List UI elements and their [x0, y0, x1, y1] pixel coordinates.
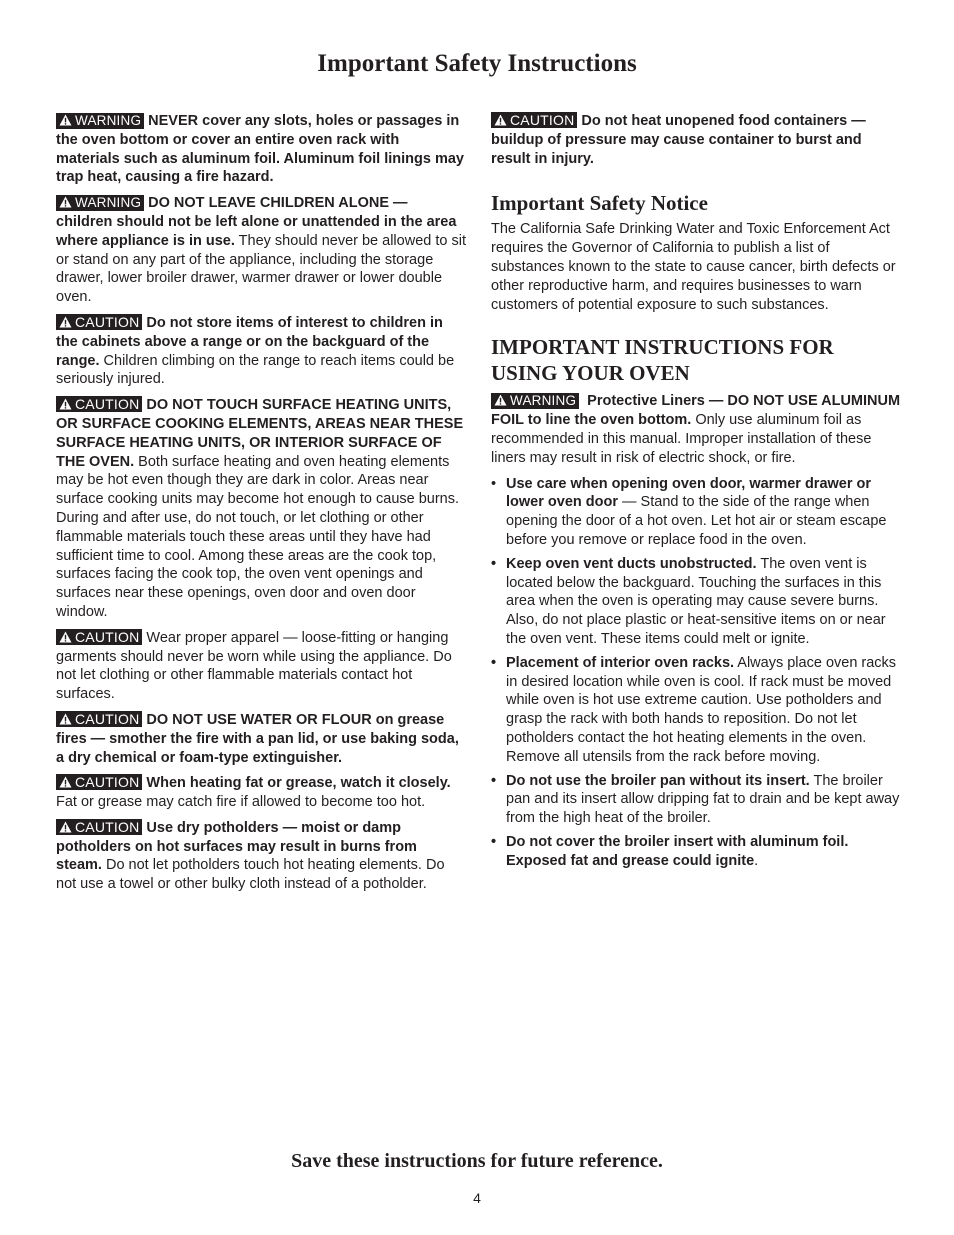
list-item: • Do not use the broiler pan without its insert. The broiler pan and its insert allow dripping fat to drain and be kept away from the high heat of the broiler. — [491, 772, 900, 827]
caution-potholders: CAUTION Use dry potholders — moist or damp potholders on hot surfaces may result in burns from steam. Do not let potholders touch hot heating elements. Do not use a towel or other bulky cloth instead of a potholder. — [56, 818, 445, 893]
notice-title: Important Safety Notice — [491, 191, 708, 216]
warning-triangle-icon — [59, 398, 72, 410]
warning-badge: WARNING — [491, 393, 579, 409]
caution-cabinets: CAUTION Do not store items of interest to children in the cabinets above a range or on the backguard of the range. Children climbing on the range to reach items could be seriously injured. — [56, 313, 455, 388]
warning-triangle-icon — [59, 196, 72, 208]
caution-containers: CAUTION Do not heat unopened food containers — buildup of pressure may cause container to burst and result in injury. — [491, 112, 866, 167]
caution-badge: CAUTION — [56, 396, 142, 412]
bullet-icon: • — [491, 772, 497, 789]
warning-badge: WARNING — [56, 195, 144, 211]
oven-instructions-title: IMPORTANT INSTRUCTIONS FOR USING YOUR OVEN — [491, 335, 834, 386]
caution-badge: CAUTION — [56, 314, 142, 330]
warning-triangle-icon — [494, 394, 507, 406]
warning-badge: WARNING — [56, 113, 144, 129]
caution-grease-fires: CAUTION DO NOT USE WATER OR FLOUR on grease fires — smother the fire with a pan lid, or use baking soda, a dry chemical or foam-type extinguisher. — [56, 710, 459, 766]
warning-triangle-icon — [59, 776, 72, 788]
warning-triangle-icon — [59, 114, 72, 126]
right-column — [491, 112, 901, 876]
warning-triangle-icon — [59, 316, 72, 328]
caution-heating-fat: CAUTION When heating fat or grease, watch it closely. Fat or grease may catch fire if allowed to become too hot. — [56, 774, 451, 811]
left-column — [56, 112, 466, 901]
caution-badge: CAUTION — [56, 711, 142, 727]
list-item: • Do not cover the broiler insert with aluminum foil. Exposed fat and grease could ignite. — [491, 833, 849, 869]
bullet-icon: • — [491, 555, 497, 572]
caution-apparel: CAUTION Wear proper apparel — loose-fitting or hanging garments should never be worn while using the appliance. Do not let clothing or other flammable materials contact hot surfaces. — [56, 628, 452, 703]
warning-children: WARNING DO NOT LEAVE CHILDREN ALONE — children should not be left alone or unattended in the area where appliance is in use. They should never be allowed to sit or stand on any part of the appliance, including the storage drawer, lower broiler drawer, warmer drawer or lower double oven. — [56, 195, 466, 306]
warning-triangle-icon — [59, 821, 72, 833]
warning-liners: WARNING Protective Liners — DO NOT USE ALUMINUM FOIL to line the oven bottom. Only use aluminum foil as recommended in this manual. Improper installation of these liners may result in risk of electric shock, or fire. — [491, 393, 901, 466]
page-number: 4 — [473, 1190, 481, 1206]
list-item: • Placement of interior oven racks. Always place oven racks in desired location while oven is cool. If rack must be moved while oven is hot use extreme caution. Use potholders and grasp the rack with both hands to reposition. Do not let potholders contact the hot heating elements in the oven. Remove all utensils from the rack before moving. — [491, 654, 897, 765]
caution-badge: CAUTION — [56, 774, 142, 790]
bullet-icon: • — [491, 475, 497, 492]
bullet-icon: • — [491, 654, 497, 671]
notice-text: The California Safe Drinking Water and Toxic Enforcement Act requires the Governor of California to publish a list of substances known to the state to cause cancer, birth defects or other reproductive harm, and requires businesses to warn customers of potential exposure to such substances. — [491, 221, 896, 313]
list-item: • Use care when opening oven door, warmer drawer or lower oven door — Stand to the side of the range when opening the door of a hot oven. Let hot air or steam escape before you remove or replace food in the oven. — [491, 475, 887, 548]
warning-triangle-icon — [59, 631, 72, 643]
bullet-icon: • — [491, 833, 497, 850]
save-instructions-footer: Save these instructions for future reference. — [291, 1150, 663, 1172]
caution-surface-heating: CAUTION DO NOT TOUCH SURFACE HEATING UNITS, OR SURFACE COOKING ELEMENTS, AREAS NEAR THESE SURFACE HEATING UNITS, OR INTERIOR SURFACE OF THE OVEN. Both surface heating and oven heating elements may be hot even though they are dark in color. Areas near surface cooking units may become hot enough to cause burns. During and after use, do not touch, or let clothing or other flammable materials touch these areas until they have had sufficient time to cool. Among these areas are the cook top, surfaces facing the cook top, the oven vent openings and surfaces near these openings, oven door and oven door window. — [56, 396, 464, 620]
caution-badge: CAUTION — [56, 629, 142, 645]
page-title: Important Safety Instructions — [317, 50, 637, 77]
oven-bullet-list — [491, 475, 901, 871]
caution-badge: CAUTION — [56, 819, 142, 835]
warning-triangle-icon — [59, 713, 72, 725]
warning-slots: WARNING NEVER cover any slots, holes or passages in the oven bottom or cover an entire oven rack with materials such as aluminum foil. Aluminum foil linings may trap heat, causing a fire hazard. — [56, 113, 464, 186]
warning-triangle-icon — [494, 114, 507, 126]
caution-badge: CAUTION — [491, 112, 577, 128]
list-item: • Keep oven vent ducts unobstructed. The oven vent is located below the backguard. Touching the surfaces in this area when the oven is operating may cause severe burns. Also, do not place plastic or heat-sensitive items on or near the oven vent. These items could melt or ignite. — [491, 555, 886, 647]
